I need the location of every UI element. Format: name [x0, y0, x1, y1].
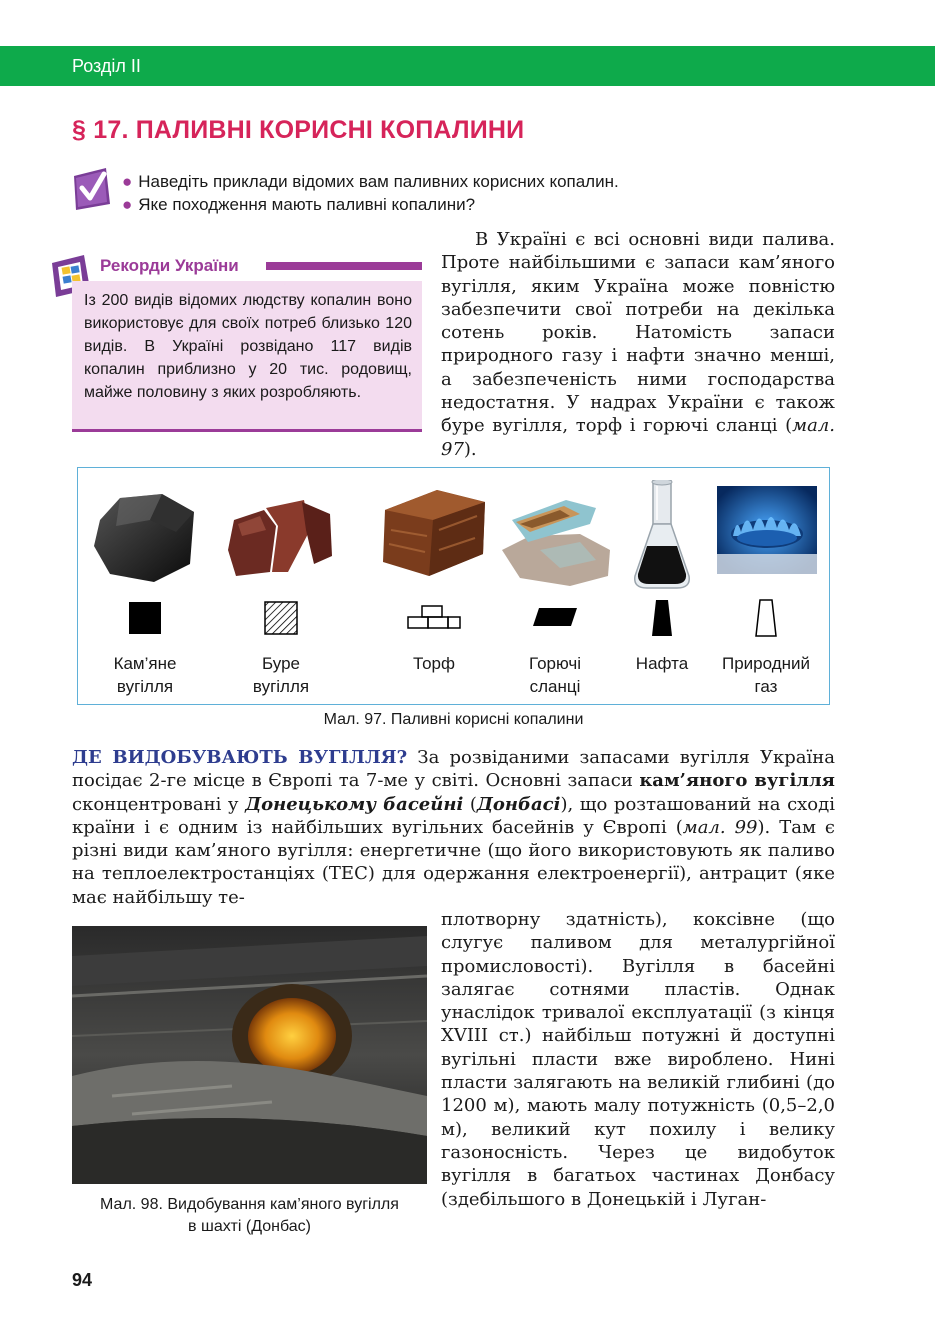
section-label: Розділ II [72, 56, 141, 76]
question-item: ● Наведіть приклади відомих вам паливних корисних копалин. [122, 172, 619, 191]
figure-97-fuel-minerals [77, 467, 830, 705]
mineral-label: Кам’яне [113, 654, 177, 673]
oil-shale-symbol [525, 598, 585, 638]
figure-97-caption: Мал. 97. Паливні корисні копалини [323, 711, 584, 728]
page-title: § 17. ПАЛИВНІ КОРИСНІ КОПАЛИНИ [72, 116, 525, 144]
mineral-label: сланці [529, 677, 581, 696]
term-donbas: Донбасі [476, 793, 561, 815]
brown-coal-image [226, 480, 336, 590]
checkmark-icon [70, 166, 112, 212]
bullet-icon: ● [122, 195, 133, 214]
records-text: Із 200 видів відомих людству копалин воно використовує для своїх потреб близько 120 видів. В Україні розвідано 117 видів копалин приблизно у 20 тис. родовищ, майже половину з яких розробляють. [84, 292, 412, 401]
figure-98-caption: Мал. 98. Видобування кам’яного вугілля в шахті (Донбас) [100, 1196, 399, 1235]
hard-coal-symbol [115, 598, 175, 638]
mineral-label: Природний [721, 654, 810, 673]
mineral-natural-gas [703, 468, 829, 704]
bullet-icon: ● [122, 172, 133, 191]
question-item: ● Яке походження мають паливні копалини? [122, 195, 476, 214]
records-box [72, 281, 422, 429]
right-column-text: плотворну здатність), коксівне (що слугує паливом для металургійної промисловості). Вугілля в басейні залягає сотнями пластів. Однак унаслідок тривалої експлуатації (з кінця XVIII ст.) найбільш потужні й доступні вугільні пласти вже вироблено. Нині пласти залягають на великій глибині (до 1200 м), мають малу потужність (0,5–2,0 м), великий кут похилу і велику газоносність. Через це видобуток вугілля в багатьох частинах Донбасу (здебільшого в Донецькій і Луган- [441, 909, 835, 1210]
mineral-label: Горючі [529, 654, 581, 673]
page-number: 94 [72, 1270, 93, 1290]
records-bottom-line [72, 429, 422, 432]
figure-reference: мал. 99 [682, 816, 758, 838]
intro-paragraph: В Україні є всі основні види палива. Проте найбільшими є запаси кам’яного вугілля, яким Україна може повністю забезпечити свої потреби на декілька сотень років. Натомість запаси природного газу і нафти значно менші, а забезпеченість ними господарства недостатня. У надрах України є також буре вугілля, торф і горючі сланці (мал. 97). [441, 229, 835, 460]
mineral-label: Нафта [635, 654, 689, 673]
coal-mine-photo [72, 926, 427, 1184]
review-questions [122, 170, 619, 216]
mineral-label: Буре [261, 654, 300, 673]
peat-symbol [404, 598, 464, 638]
oil-flask-image [607, 480, 717, 590]
main-paragraph: ДЕ ВИДОБУВАЮТЬ ВУГІЛЛЯ? За розвіданими запасами вугілля Україна посідає 2-ге місце в Європі та 7-ме у світі. Основні запаси кам’яного вугілля сконцентровані у Донецькому басейні (Донбасі), що розташований на сході країни і є одним із найбільших вугільних басейнів у Європі (мал. 99). Там є різні види кам’яного вугілля: енергетичне (що його використовують як паливо на теплоелектростанціях (ТЕС) для одержання електроенергії), антрацит (яке має найбільшу те- [72, 747, 835, 908]
figure-reference: мал. 97 [441, 415, 835, 460]
section-heading: ДЕ ВИДОБУВАЮТЬ ВУГІЛЛЯ? [72, 747, 408, 768]
mineral-label: Торф [413, 654, 455, 673]
oil-shale-image [500, 480, 610, 590]
records-title: Рекорди України [100, 256, 239, 275]
mineral-peat [371, 468, 497, 704]
mineral-label: газ [754, 677, 778, 696]
peat-image [379, 480, 489, 590]
gas-flame-image [711, 480, 821, 590]
mineral-label: вугілля [116, 677, 174, 696]
natural-gas-symbol [736, 598, 796, 638]
term-donetsk-basin: Донецькому басейні [245, 793, 464, 815]
hard-coal-image [90, 480, 200, 590]
section-header-bar [0, 46, 935, 86]
mineral-hard-coal [82, 468, 208, 704]
mineral-brown-coal [218, 468, 344, 704]
mineral-label: вугілля [252, 677, 310, 696]
brown-coal-symbol [251, 598, 311, 638]
records-title-line [266, 262, 422, 270]
oil-symbol [632, 598, 692, 638]
term-hard-coal: кам’яного вугілля [639, 770, 835, 792]
